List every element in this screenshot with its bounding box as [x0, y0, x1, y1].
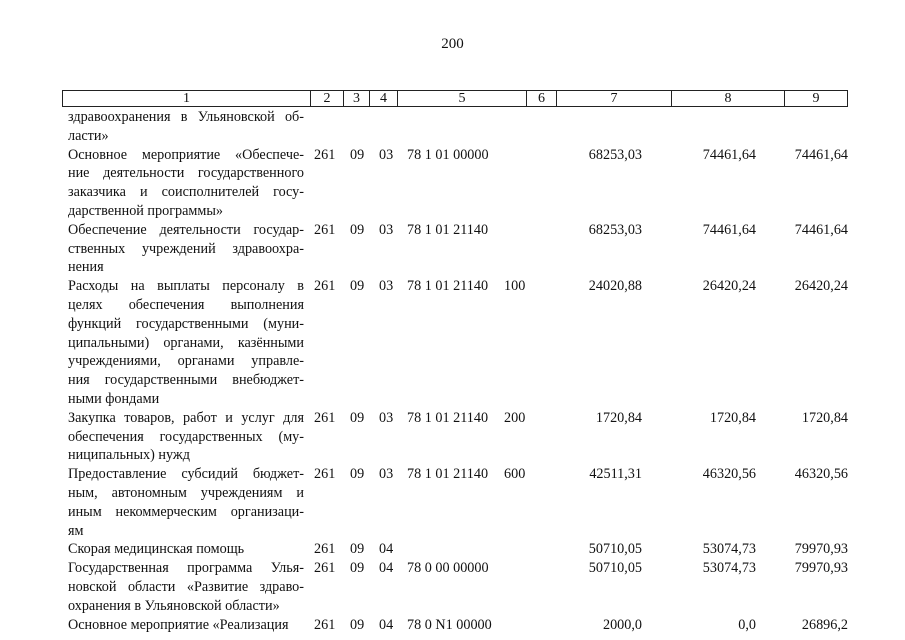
header-col-7: 7 [556, 91, 671, 106]
cell-amount-col7: 2000,0 [602, 616, 642, 633]
row-name [68, 108, 304, 146]
row-name-line: Основное мероприятие «Реализация [68, 616, 289, 633]
cell-amount-col9: 26896,2 [801, 616, 848, 633]
cell-code: 261 [314, 541, 336, 558]
row-name-line: Скорая медицинская помощь [68, 541, 245, 558]
cell-target-article: 78 1 01 21140 [407, 278, 489, 295]
cell-expense-type: 200 [504, 409, 526, 426]
cell-amount-col9: 1720,84 [801, 409, 848, 426]
header-col-1: 1 [183, 91, 190, 106]
table-row [0, 277, 905, 409]
cell-subsection: 03 [379, 146, 394, 163]
row-name-line: Предоставление субсидий бюджет- [68, 466, 304, 483]
cell-section: 09 [350, 409, 365, 426]
row-name [68, 540, 304, 559]
row-name-line: ния государственными внебюджет- [68, 372, 304, 389]
table-row [0, 465, 905, 540]
row-name-line: ными фондами [68, 390, 160, 407]
cell-amount-col7: 42511,31 [589, 466, 642, 483]
table-body [0, 108, 905, 634]
cell-target-article: 78 1 01 21140 [407, 221, 489, 238]
cell-code: 261 [314, 146, 336, 163]
row-name [68, 277, 304, 409]
cell-subsection: 03 [379, 466, 394, 483]
row-name-line: ципальными) органами, казёнными [68, 334, 304, 351]
cell-amount-col9: 74461,64 [794, 221, 848, 238]
cell-amount-col8: 26420,24 [702, 278, 756, 295]
cell-subsection: 04 [379, 616, 394, 633]
table-row [0, 221, 905, 277]
table-row [0, 146, 905, 221]
header-col-6: 6 [526, 91, 556, 106]
cell-amount-col8: 74461,64 [702, 221, 756, 238]
row-name-line: ние деятельности государственного [68, 165, 304, 182]
cell-target-article: 78 1 01 21140 [407, 466, 489, 483]
cell-section: 09 [350, 560, 365, 577]
cell-subsection: 03 [379, 278, 394, 295]
cell-target-article: 78 0 N1 00000 [407, 616, 492, 633]
row-name-line: Государственная программа Улья- [68, 560, 304, 577]
table-row [0, 540, 905, 559]
page-number: 200 [441, 36, 464, 52]
cell-amount-col9: 79970,93 [794, 560, 848, 577]
row-name-line: ниципальных) нужд [68, 447, 190, 464]
row-name-line: нения [68, 259, 104, 276]
row-name [68, 465, 304, 540]
row-name-line: ственных учреждений здравоохра- [68, 240, 304, 257]
row-name [68, 146, 304, 221]
cell-code: 261 [314, 616, 336, 633]
header-col-5: 5 [397, 91, 526, 106]
cell-code: 261 [314, 409, 336, 426]
cell-amount-col9: 74461,64 [794, 146, 848, 163]
cell-amount-col7: 50710,05 [588, 560, 642, 577]
table-header [62, 90, 848, 107]
cell-amount-col8: 1720,84 [709, 409, 756, 426]
row-name-line: ласти» [68, 127, 109, 144]
cell-amount-col8: 53074,73 [702, 541, 756, 558]
cell-expense-type: 100 [504, 278, 526, 295]
cell-subsection: 03 [379, 409, 394, 426]
cell-amount-col8: 74461,64 [702, 146, 756, 163]
cell-section: 09 [350, 616, 365, 633]
table-row [0, 559, 905, 615]
row-name-line: ным, автономным учреждениям и [68, 484, 304, 501]
cell-amount-col7: 68253,03 [588, 146, 642, 163]
cell-section: 09 [350, 541, 365, 558]
row-name-line: Закупка товаров, работ и услуг для [68, 409, 304, 426]
table-row [0, 616, 905, 635]
row-name-line: обеспечения государственных (му- [68, 428, 304, 445]
cell-amount-col7: 1720,84 [595, 409, 642, 426]
cell-code: 261 [314, 221, 336, 238]
row-name [68, 616, 304, 635]
table-row [0, 409, 905, 465]
row-name [68, 221, 304, 277]
row-name-line: Расходы на выплаты персоналу в [68, 278, 304, 295]
cell-amount-col7: 24020,88 [588, 278, 642, 295]
row-name [68, 409, 304, 465]
row-name-line: новской области «Развитие здраво- [68, 578, 304, 595]
row-name-line: ям [68, 522, 84, 539]
header-col-4: 4 [369, 91, 397, 106]
cell-code: 261 [314, 560, 336, 577]
row-name-line: Обеспечение деятельности государ- [68, 221, 304, 238]
cell-amount-col8: 0,0 [738, 616, 756, 633]
cell-amount-col7: 50710,05 [588, 541, 642, 558]
cell-amount-col8: 46320,56 [702, 466, 756, 483]
cell-code: 261 [314, 466, 336, 483]
cell-subsection: 04 [379, 560, 394, 577]
row-name-line: учреждениями, органами управле- [68, 353, 304, 370]
cell-code: 261 [314, 278, 336, 295]
header-col-8: 8 [671, 91, 784, 106]
header-col-3: 3 [343, 91, 369, 106]
row-name-line: иным некоммерческим организаци- [68, 503, 304, 520]
header-col-9: 9 [784, 91, 847, 106]
cell-expense-type: 600 [504, 466, 526, 483]
row-name-line: функций государственными (муни- [68, 315, 304, 332]
cell-subsection: 03 [379, 221, 394, 238]
cell-subsection: 04 [379, 541, 394, 558]
cell-amount-col9: 46320,56 [794, 466, 848, 483]
row-name-line: охранения в Ульяновской области» [68, 597, 280, 614]
cell-amount-col9: 26420,24 [794, 278, 848, 295]
cell-section: 09 [350, 146, 365, 163]
cell-section: 09 [350, 221, 365, 238]
row-name [68, 559, 304, 615]
cell-amount-col8: 53074,73 [702, 560, 756, 577]
row-name-line: здравоохранения в Ульяновской об- [68, 109, 304, 125]
cell-section: 09 [350, 278, 365, 295]
row-name-line: дарственной программы» [68, 202, 224, 219]
header-col-2: 2 [310, 91, 343, 106]
row-name-line: Основное мероприятие «Обеспече- [68, 146, 304, 163]
cell-target-article: 78 0 00 00000 [407, 560, 489, 577]
row-name-line: заказчика и соисполнителей госу- [68, 184, 304, 201]
cell-target-article: 78 1 01 00000 [407, 146, 489, 163]
cell-target-article: 78 1 01 21140 [407, 409, 489, 426]
table-row [0, 108, 905, 146]
cell-amount-col7: 68253,03 [588, 221, 642, 238]
row-name-line: целях обеспечения выполнения [68, 296, 304, 313]
cell-section: 09 [350, 466, 365, 483]
cell-amount-col9: 79970,93 [794, 541, 848, 558]
